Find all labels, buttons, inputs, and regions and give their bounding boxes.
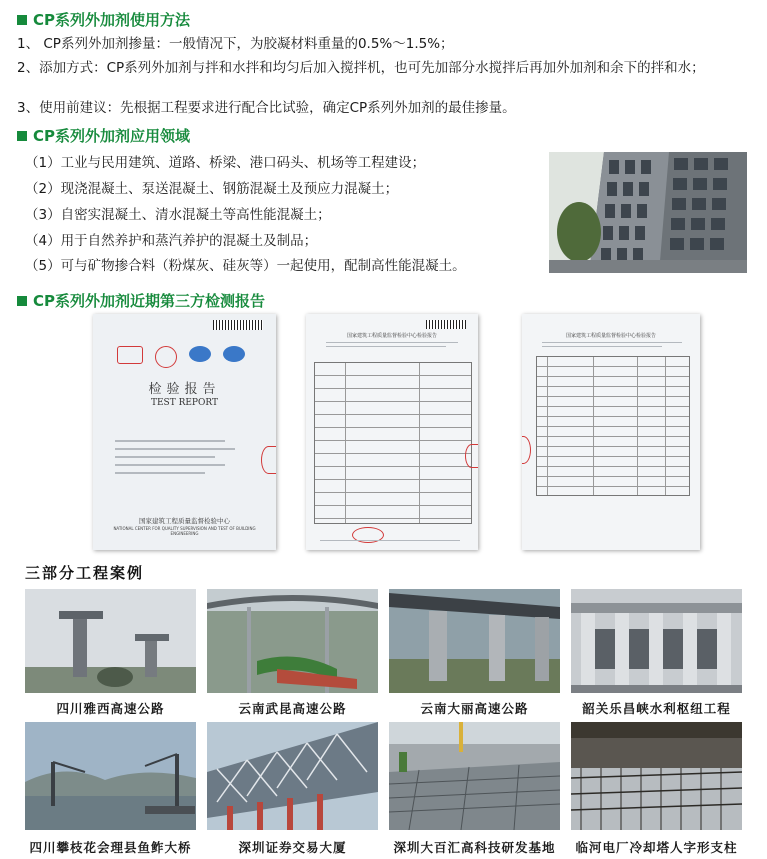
case-caption: 云南武昆高速公路 <box>238 701 347 716</box>
case-caption: 临河电厂冷却塔人字形支柱 <box>575 840 738 855</box>
case-photo-wukun-highway <box>207 589 378 693</box>
report-cover-page <box>93 314 276 550</box>
cal-logo-icon <box>155 346 177 368</box>
fields-section-title: CP系列外加剂应用领域 <box>17 125 190 146</box>
cma-logo-icon <box>117 346 143 364</box>
cnas-logo-icon <box>223 346 245 362</box>
case-photo-yuzha-bridge <box>25 722 196 830</box>
usage-item-2: 2、添加方式：CP系列外加剂与拌和水拌和均匀后加入搅拌机，也可先加部分水搅拌后再加外加剂和余下的拌和水； <box>17 60 705 76</box>
red-stamp <box>465 444 478 468</box>
ilac-logo-icon <box>189 346 211 362</box>
report-cover-title-en: TEST REPORT <box>150 398 218 408</box>
square-bullet-icon <box>17 296 27 306</box>
cases-section-title: 三部分工程案例 <box>25 564 145 582</box>
report-page-3 <box>522 314 700 550</box>
red-stamp <box>261 446 276 474</box>
field-item-3: （3）自密实混凝土、清水混凝土等高性能混凝土； <box>25 207 331 223</box>
case-photo-lechangxia-dam <box>571 589 742 693</box>
report-cover-org-en: NATIONAL CENTER FOR QUALITY SUPERVISION AND TEST OF BUILDING ENGINEERING <box>113 526 256 536</box>
red-stamp <box>522 436 531 464</box>
field-item-1: （1）工业与民用建筑、道路、桥梁、港口码头、机场等工程建设； <box>25 155 426 171</box>
report-page-2 <box>306 314 478 550</box>
barcode <box>213 320 263 330</box>
field-item-2: （2）现浇混凝土、泵送混凝土、钢筋混凝土及预应力混凝土； <box>25 181 399 197</box>
usage-section-title: CP系列外加剂使用方法 <box>17 9 190 30</box>
case-caption: 韶关乐昌峡水利枢纽工程 <box>582 701 731 716</box>
field-item-5: （5）可与矿物掺合料（粉煤灰、硅灰等）一起使用，配制高性能混凝土。 <box>25 258 466 274</box>
usage-item-1: 1、 CP系列外加剂掺量：一般情况下，为胶凝材料重量的0.5%～1.5%； <box>17 36 454 52</box>
case-photo-shenzhen-stock-exchange <box>207 722 378 830</box>
field-item-4: （4）用于自然养护和蒸汽养护的混凝土及制品； <box>25 233 318 249</box>
report-page-2-org: 国家建筑工程质量监督检验中心检验报告 <box>346 333 437 339</box>
reports-section-title: CP系列外加剂近期第三方检测报告 <box>17 290 265 311</box>
case-caption: 深圳大百汇高科技研发基地 <box>393 840 556 855</box>
case-caption: 四川攀枝花会理县鱼鲊大桥 <box>29 840 192 855</box>
report-table <box>536 356 690 496</box>
case-photo-baihui-base <box>389 722 560 830</box>
report-page-3-org: 国家建筑工程质量监督检验中心检验报告 <box>565 333 656 339</box>
usage-item-3: 3、使用前建议：先根据工程要求进行配合比试验，确定CP系列外加剂的最佳掺量。 <box>17 100 516 116</box>
case-caption: 云南大丽高速公路 <box>420 701 529 716</box>
case-caption: 深圳证券交易大厦 <box>238 840 347 855</box>
square-bullet-icon <box>17 131 27 141</box>
case-photo-yaxi-highway <box>25 589 196 693</box>
square-bullet-icon <box>17 15 27 25</box>
case-caption: 四川雅西高速公路 <box>56 701 165 716</box>
report-cover-org: 国家建筑工程质量监督检验中心 <box>139 517 230 525</box>
building-photo <box>549 152 747 273</box>
report-table <box>314 362 472 524</box>
case-photo-linhe-cooling-tower <box>571 722 742 830</box>
report-cover-title: 检验报告 <box>148 382 221 397</box>
case-photo-dali-highway <box>389 589 560 693</box>
barcode <box>426 320 466 329</box>
